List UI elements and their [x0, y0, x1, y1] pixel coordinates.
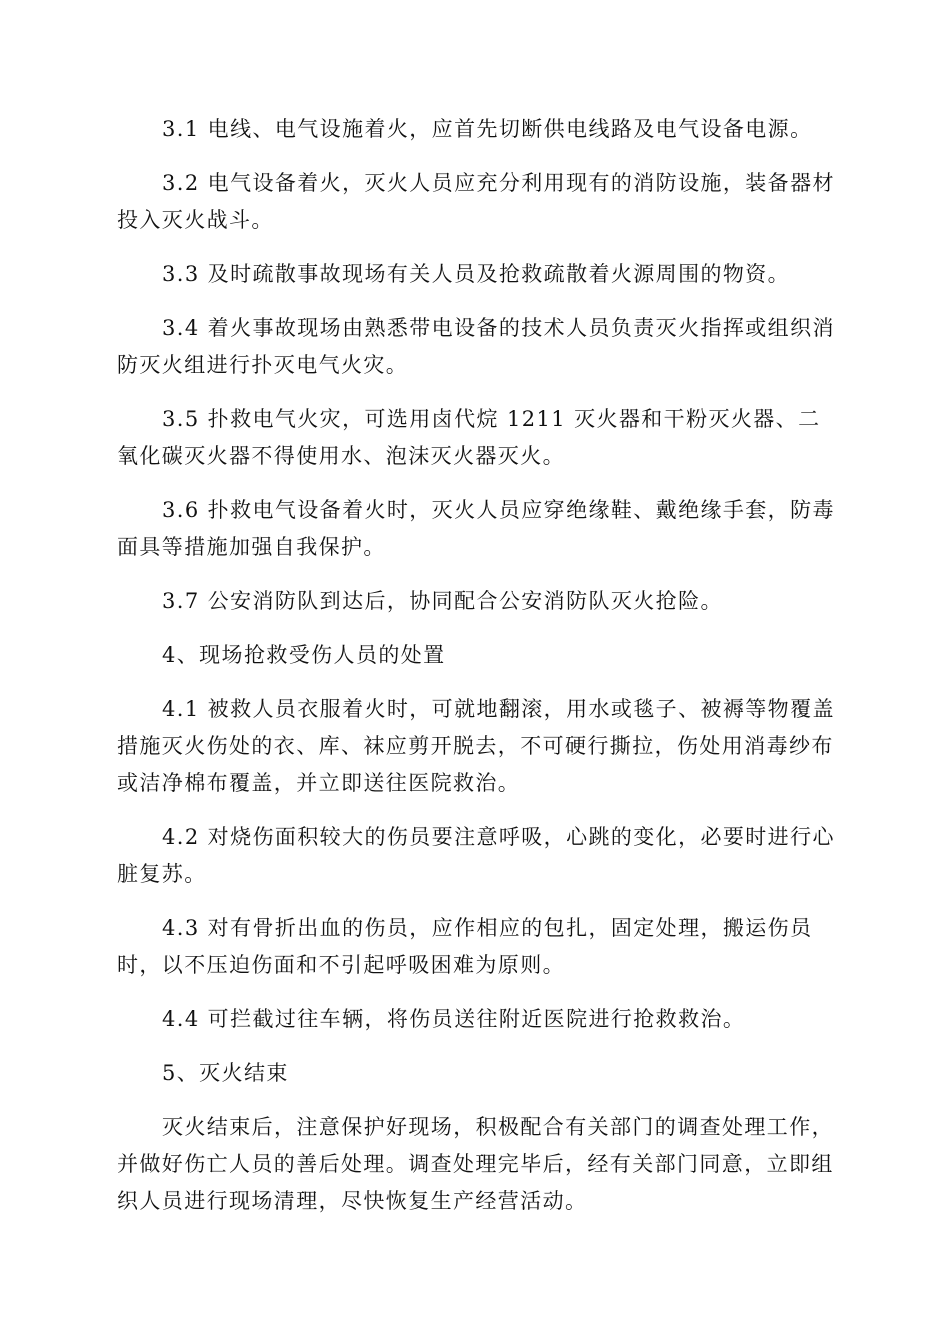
section-heading-5: 5、灭火结束: [162, 1061, 289, 1085]
paragraph-3-5: 3.5 扑救电气火灾，可选用卤代烷 1211 灭火器和干粉灭火器、二氧化碳灭火器不得使用水、泡沫灭火器灭火。: [117, 407, 821, 468]
paragraph-4-3: 4.3 对有骨折出血的伤员，应作相应的包扎，固定处理，搬运伤员时，以不压迫伤面和不引起呼吸困难为原则。: [117, 916, 813, 977]
paragraph-4-1: 4.1 被救人员衣服着火时，可就地翻滚，用水或毯子、被褥等物覆盖措施灭火伤处的衣、库、袜应剪开脱去，不可硬行撕拉，伤处用消毒纱布或洁净棉布覆盖，并立即送往医院救治。: [117, 697, 835, 795]
section-heading-4: 4、现场抢救受伤人员的处置: [162, 643, 446, 667]
paragraph-3-7: 3.7 公安消防队到达后，协同配合公安消防队灭火抢险。: [162, 589, 723, 613]
paragraph-3-3: 3.3 及时疏散事故现场有关人员及抢救疏散着火源周围的物资。: [162, 262, 791, 286]
paragraph-3-2: 3.2 电气设备着火，灭火人员应充分利用现有的消防设施，装备器材投入灭火战斗。: [117, 171, 835, 232]
paragraph-4-4: 4.4 可拦截过往车辆，将伤员送往附近医院进行抢救救治。: [162, 1007, 746, 1031]
paragraph-5-body: 灭火结束后，注意保护好现场，积极配合有关部门的调查处理工作，并做好伤亡人员的善后处理。调查处理完毕后，经有关部门同意，立即组织人员进行现场清理，尽快恢复生产经营活动。: [117, 1115, 834, 1213]
paragraph-3-6: 3.6 扑救电气设备着火时，灭火人员应穿绝缘鞋、戴绝缘手套，防毒面具等措施加强自我保护。: [117, 498, 835, 559]
paragraph-3-4: 3.4 着火事故现场由熟悉带电设备的技术人员负责灭火指挥或组织消防灭火组进行扑灭电气火灾。: [117, 316, 835, 377]
paragraph-3-1: 3.1 电线、电气设施着火，应首先切断供电线路及电气设备电源。: [162, 117, 813, 141]
paragraph-4-2: 4.2 对烧伤面积较大的伤员要注意呼吸，心跳的变化，必要时进行心脏复苏。: [117, 825, 835, 886]
document-body: [117, 111, 835, 1237]
